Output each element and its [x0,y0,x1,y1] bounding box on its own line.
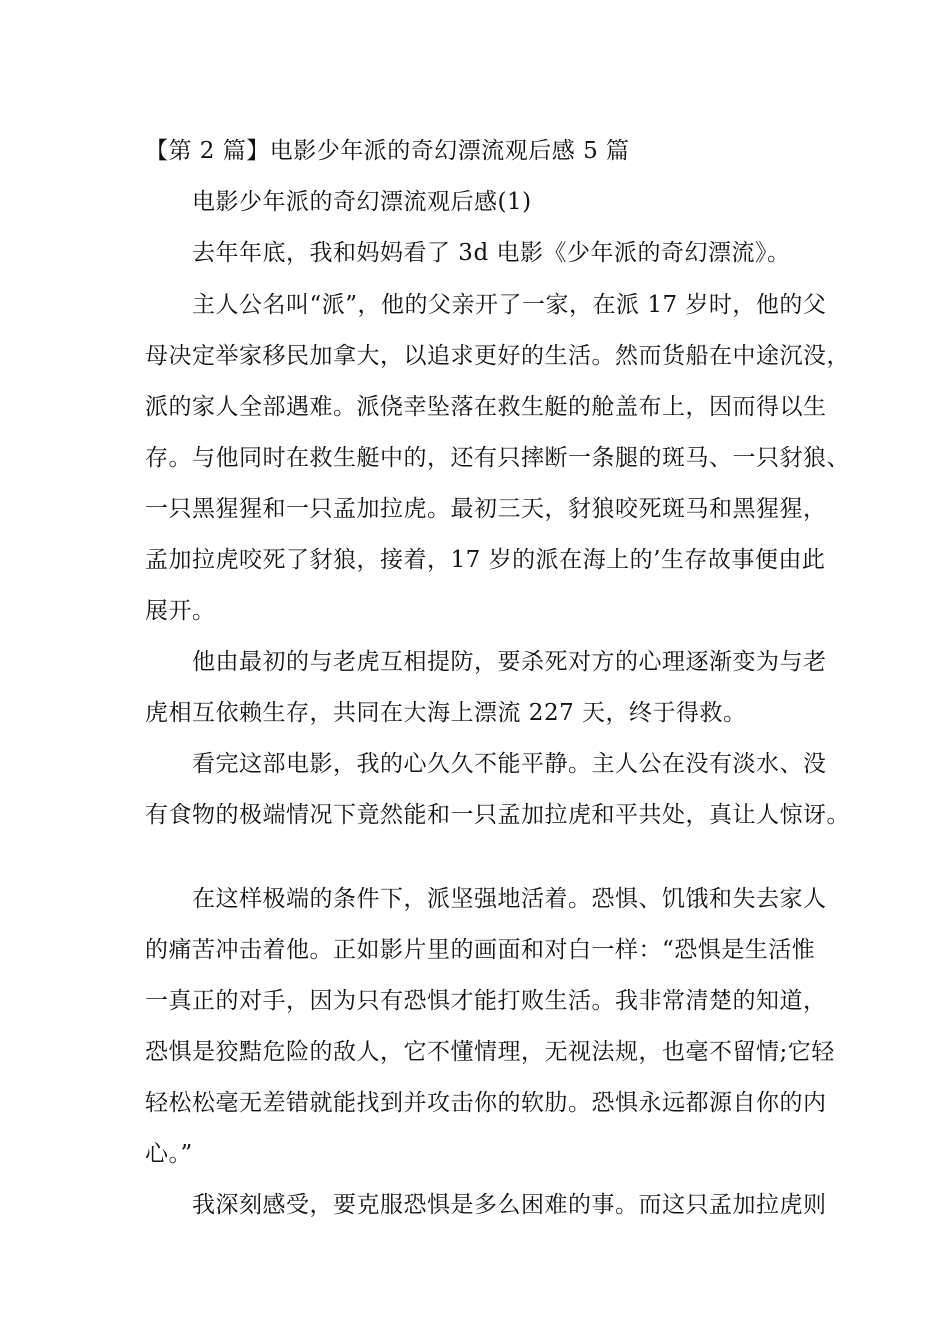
paragraph-line: 轻松松毫无差错就能找到并攻击你的软肋。恐惧永远都源自你的内 [145,1090,827,1116]
paragraph-line: 派的家人全部遇难。派侥幸坠落在救生艇的舱盖布上，因而得以生 [145,394,827,420]
paragraph-line: 主人公名叫“派”，他的父亲开了一家，在派 17 岁时，他的父 [192,292,827,318]
paragraph-line: 的痛苦冲击着他。正如影片里的画面和对白一样：“恐惧是生活惟 [145,937,816,963]
paragraph-line: 他由最初的与老虎互相提防，要杀死对方的心理逐渐变为与老 [192,649,827,675]
paragraph-line: 去年年底，我和妈妈看了 3d 电影《少年派的奇幻漂流》。 [192,240,791,266]
paragraph-line: 孟加拉虎咬死了豺狼，接着，17 岁的派在海上的’生存故事便由此 [145,547,826,573]
paragraph-line: 看完这部电影，我的心久久不能平静。主人公在没有淡水、没 [192,751,827,777]
paragraph-line: 一真正的对手，因为只有恐惧才能打败生活。我非常清楚的知道， [145,988,827,1014]
paragraph-line: 母决定举家移民加拿大，以追求更好的生活。然而货船在中途沉没， [145,343,850,369]
paragraph-line: 展开。 [145,598,216,624]
document-subheading: 电影少年派的奇幻漂流观后感(1) [192,189,532,215]
paragraph-line: 心。” [145,1141,193,1167]
paragraph-line: 存。与他同时在救生艇中的，还有只摔断一条腿的斑马、一只豺狼、 [145,445,850,471]
paragraph-line: 有食物的极端情况下竟然能和一只孟加拉虎和平共处，真让人惊讶。 [145,802,850,828]
paragraph-line: 在这样极端的条件下，派坚强地活着。恐惧、饥饿和失去家人 [192,886,827,912]
paragraph-line: 恐惧是狡黠危险的敌人，它不懂情理，无视法规，也毫不留情;它轻 [145,1039,835,1065]
paragraph-line: 一只黑猩猩和一只孟加拉虎。最初三天，豺狼咬死斑马和黑猩猩， [145,496,827,522]
paragraph-line: 我深刻感受，要克服恐惧是多么困难的事。而这只孟加拉虎则 [192,1192,827,1218]
paragraph-line: 虎相互依赖生存，共同在大海上漂流 227 天，终于得救。 [145,700,747,726]
document-heading: 【第 2 篇】电影少年派的奇幻漂流观后感 5 篇 [145,138,630,164]
